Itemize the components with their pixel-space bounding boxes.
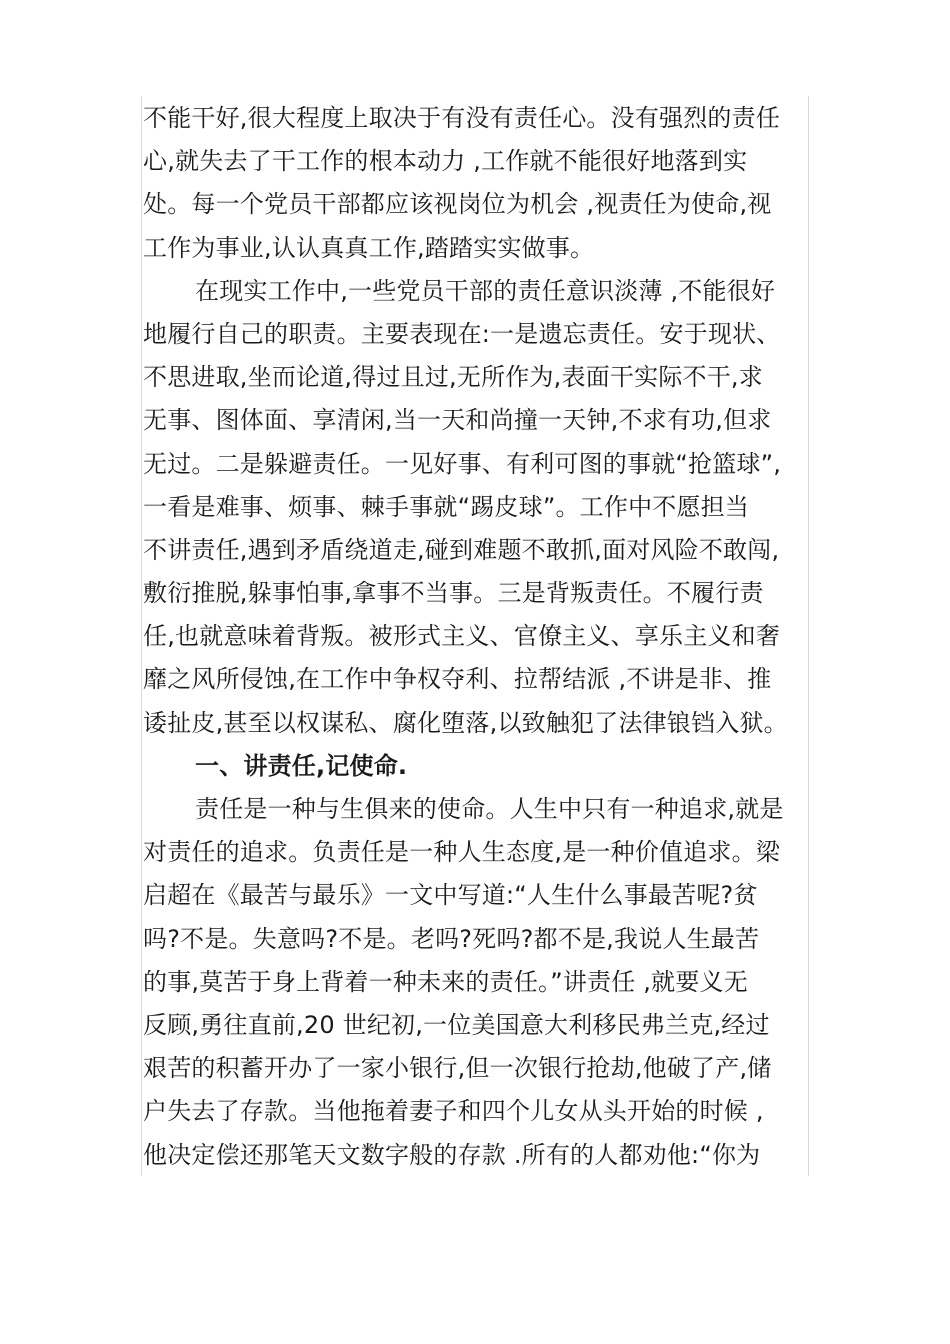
text-line: 户失去了存款。当他拖着妻子和四个儿女从头开始的时候 , [143, 1097, 764, 1126]
text-line: 对责任的追求。负责任是一种人生态度,是一种价值追求。梁 [143, 838, 781, 867]
text-line: 艰苦的积蓄开办了一家小银行,但一次银行抢劫,他破了产,储 [143, 1054, 772, 1083]
text-line: 处。每一个党员干部都应该视岗位为机会 ,视责任为使命,视 [143, 190, 772, 219]
text-line: 无事、图体面、享清闲,当一天和尚撞一天钟,不求有功,但求 [143, 406, 772, 435]
text-line: 心,就失去了干工作的根本动力 ,工作就不能很好地落到实 [143, 147, 748, 176]
section-heading: 一、讲责任,记使命. [195, 751, 408, 780]
text-line: 启超在《最苦与最乐》一文中写道:“人生什么事最苦呢?贫 [143, 881, 758, 910]
text-line: 诿扯皮,甚至以权谋私、腐化堕落,以致触犯了法律锒铛入狱。 [143, 708, 788, 737]
paragraph-start-line: 责任是一种与生俱来的使命。人生中只有一种追求,就是 [195, 795, 784, 823]
text-line: 一看是难事、烦事、棘手事就“踢皮球”。工作中不愿担当 [143, 492, 750, 521]
text-line: 反顾,勇往直前,20 世纪初,一位美国意大利移民弗兰克,经过 [143, 1010, 770, 1039]
paragraph-start-line: 在现实工作中,一些党员干部的责任意识淡薄 ,不能很好 [195, 276, 776, 305]
text-line: 不能干好,很大程度上取决于有没有责任心。没有强烈的责任 [143, 104, 781, 132]
text-line: 吗?不是。失意吗?不是。老吗?死吗?都不是,我说人生最苦 [143, 924, 760, 953]
document-body [143, 97, 813, 1177]
text-line: 他决定偿还那笔天文数字般的存款 .所有的人都劝他:“你为 [143, 1140, 761, 1169]
text-line: 工作为事业,认认真真工作,踏踏实实做事。 [143, 233, 595, 262]
text-line: 不思进取,坐而论道,得过且过,无所作为,表面干实际不干,求 [143, 363, 763, 392]
text-line: 无过。二是躲避责任。一见好事、有利可图的事就“抢篮球”, [143, 449, 782, 478]
text-line: 不讲责任,遇到矛盾绕道走,碰到难题不敢抓,面对风险不敢闯, [143, 535, 780, 564]
text-line: 地履行自己的职责。主要表现在:一是遗忘责任。安于现状、 [143, 319, 781, 348]
text-line: 的事,莫苦于身上背着一种未来的责任。”讲责任 ,就要义无 [143, 967, 748, 996]
text-line: 敷衍推脱,躲事怕事,拿事不当事。三是背叛责任。不履行责 [143, 579, 764, 608]
text-line: 任,也就意味着背叛。被形式主义、官僚主义、享乐主义和奢 [143, 622, 781, 651]
text-line: 靡之风所侵蚀,在工作中争权夺利、拉帮结派 ,不讲是非、推 [143, 665, 772, 694]
